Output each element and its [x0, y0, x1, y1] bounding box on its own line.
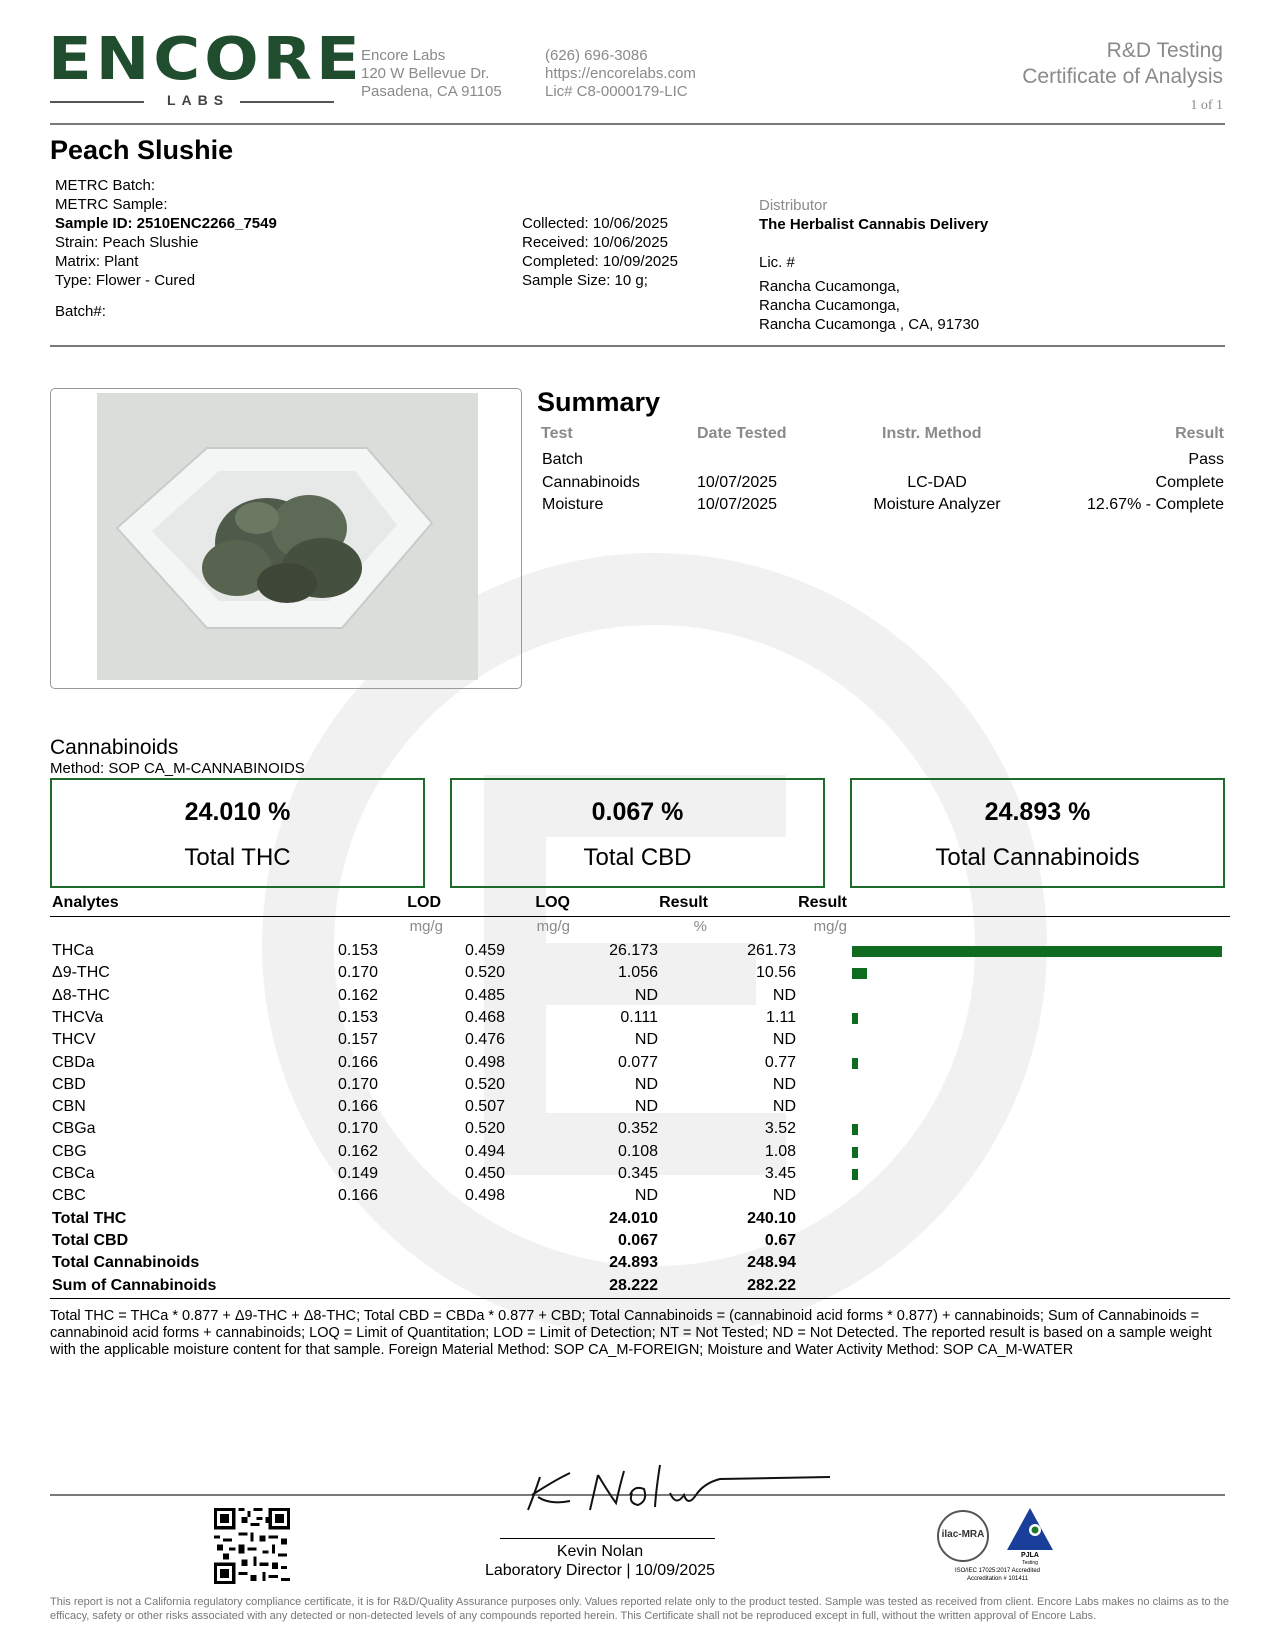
- logo-labs: LABS: [166, 92, 230, 108]
- total-name: Total Cannabinoids: [52, 1254, 200, 1272]
- result-bar: [852, 946, 1222, 957]
- logo-rule-right: [240, 101, 334, 103]
- total-mg: 282.22: [747, 1276, 796, 1294]
- logo-wordmark: ENCORE: [48, 25, 364, 94]
- total-mg: 240.10: [747, 1209, 796, 1227]
- sample-photo: [97, 393, 478, 680]
- result-pct: ND: [634, 1098, 658, 1116]
- total-thc-value: 24.010 %: [184, 798, 291, 826]
- total-cbd-label: Total CBD: [583, 844, 692, 871]
- total-row: [50, 1277, 1230, 1299]
- metrc-batch: METRC Batch:: [55, 177, 156, 194]
- result-mg: ND: [772, 1075, 796, 1093]
- batch-number: Batch#:: [55, 303, 106, 320]
- analyte-name: CBN: [52, 1098, 86, 1116]
- lod-value: 0.170: [337, 1075, 378, 1093]
- document-type: [1022, 38, 1223, 90]
- distributor-label: Distributor: [759, 197, 828, 214]
- total-cannabinoids-value: 24.893 %: [984, 798, 1091, 826]
- received-date: Received: 10/06/2025: [522, 234, 668, 251]
- summary-test: Batch: [542, 451, 583, 468]
- distributor-info: [759, 196, 988, 334]
- total-pct: 28.222: [609, 1276, 658, 1294]
- table-row: [50, 1054, 1230, 1076]
- page-number: 1 of 1: [1190, 98, 1223, 113]
- header-lod: LOD: [407, 894, 441, 911]
- iso-accreditation: ISO/IEC 17025:2017 Accredited: [954, 1568, 1041, 1574]
- ilac-mra-text: ilac-MRA: [941, 1529, 985, 1540]
- result-pct: 0.345: [617, 1165, 658, 1182]
- lod-value: 0.162: [337, 1142, 378, 1160]
- header-loq: LOQ: [535, 894, 570, 911]
- summary-header-method: Instr. Method: [882, 425, 982, 442]
- calculation-footnote: Total THC = THCa * 0.877 + Δ9-THC + Δ8-THC; Total CBD = CBDa * 0.877 + CBD; Total Cannabinoids = (cannabinoid acid forms * 0.877) + cannabinoids; Sum of Cannabinoids = cannabinoid acid forms + cannabinoids; LOQ = Limit of Quantitation; LOD = Limit of Detection; NT = Not Tested; ND = Not Detected. The reported result is based on a sample weight with the applicable moisture content for that sample. Foreign Material Method: SOP CA_M-FOREIGN; Moisture and Water Activity Method: SOP CA_M-WATER: [50, 1308, 1212, 1358]
- table-row: [50, 987, 1230, 1009]
- loq-value: 0.498: [464, 1187, 505, 1205]
- summary-header-result: Result: [1175, 425, 1224, 442]
- analyte-name: CBGa: [52, 1120, 96, 1138]
- result-mg: 3.52: [764, 1120, 796, 1138]
- analyte-name: Δ9-THC: [52, 964, 110, 982]
- analyte-name: Δ8-THC: [52, 986, 110, 1004]
- distributor-name: The Herbalist Cannabis Delivery: [759, 216, 989, 233]
- loq-value: 0.485: [464, 986, 505, 1004]
- analyte-name: CBD: [52, 1075, 86, 1093]
- result-bar: [852, 1147, 858, 1158]
- total-cbd-value: 0.067 %: [591, 798, 684, 826]
- summary-test: Moisture: [542, 496, 604, 513]
- loq-value: 0.450: [464, 1165, 505, 1182]
- header-result-pct: Result: [659, 894, 708, 911]
- total-pct: 24.010: [609, 1209, 658, 1227]
- result-bar: [852, 1058, 858, 1069]
- table-row: [50, 942, 1230, 964]
- distributor-license: Lic. #: [759, 254, 795, 271]
- lod-value: 0.166: [337, 1098, 378, 1116]
- loq-value: 0.476: [464, 1031, 505, 1049]
- result-bar: [852, 968, 867, 979]
- sample-photo-frame: [50, 388, 522, 689]
- result-pct: 26.173: [609, 942, 658, 959]
- qr-code-icon[interactable]: [214, 1508, 290, 1584]
- total-row: [50, 1232, 1230, 1254]
- pjla-subtext: Testing: [1022, 1560, 1038, 1566]
- sample-id: Sample ID: 2510ENC2266_7549: [55, 215, 277, 232]
- sample-dates: [522, 214, 678, 290]
- result-pct: ND: [634, 986, 658, 1004]
- lod-value: 0.162: [337, 986, 378, 1004]
- unit-pct: %: [693, 918, 707, 935]
- lod-value: 0.157: [337, 1031, 378, 1049]
- analyte-name: CBG: [52, 1142, 87, 1160]
- total-pct: 0.067: [617, 1231, 658, 1249]
- result-pct: ND: [634, 1075, 658, 1093]
- lod-value: 0.149: [337, 1165, 378, 1182]
- analyte-name: THCa: [52, 942, 94, 959]
- completed-date: Completed: 10/09/2025: [522, 253, 678, 270]
- table-row: [50, 1098, 1230, 1120]
- table-row: [50, 964, 1230, 986]
- result-pct: 0.111: [620, 1008, 658, 1026]
- lod-value: 0.166: [337, 1053, 378, 1071]
- total-thc-label: Total THC: [184, 844, 291, 871]
- loq-value: 0.494: [464, 1142, 505, 1160]
- unit-lod: mg/g: [409, 918, 443, 935]
- unit-mg: mg/g: [813, 918, 847, 935]
- total-row: [50, 1210, 1230, 1232]
- summary-method: LC-DAD: [907, 474, 967, 491]
- analyte-name: THCVa: [52, 1008, 104, 1026]
- result-mg: 1.08: [764, 1142, 796, 1160]
- loq-value: 0.520: [464, 1075, 505, 1093]
- table-row: [50, 1165, 1230, 1187]
- table-row: [50, 1187, 1230, 1209]
- signer-name: Kevin Nolan: [556, 1543, 644, 1560]
- loq-value: 0.520: [464, 1120, 505, 1138]
- signer-title: Laboratory Director | 10/09/2025: [484, 1562, 716, 1579]
- summary-header-test: Test: [541, 425, 573, 442]
- total-thc-box: [50, 778, 425, 888]
- analyte-name: CBCa: [52, 1165, 95, 1182]
- product-title: Peach Slushie: [50, 135, 234, 165]
- result-mg: 10.56: [755, 964, 796, 982]
- cannabinoids-section-title: Cannabinoids: [50, 736, 179, 759]
- result-mg: 0.77: [764, 1053, 796, 1071]
- result-pct: ND: [634, 1187, 658, 1205]
- total-cannabinoids-label: Total Cannabinoids: [935, 844, 1140, 871]
- table-header-rule: [50, 916, 1230, 917]
- total-cbd-box: [450, 778, 825, 888]
- lab-website[interactable]: https://encorelabs.com: [545, 65, 696, 82]
- pjla-text: PJLA: [1021, 1552, 1039, 1559]
- total-mg: 248.94: [747, 1254, 796, 1272]
- summary-date: 10/07/2025: [697, 474, 778, 491]
- table-bottom-rule: [50, 1298, 1230, 1299]
- table-row: [50, 1143, 1230, 1165]
- sample-photo-image: [97, 393, 478, 680]
- header-divider: [50, 123, 1225, 125]
- result-mg: ND: [772, 1187, 796, 1205]
- sample-details: [55, 176, 277, 321]
- result-bar: [852, 1013, 858, 1024]
- loq-value: 0.498: [464, 1053, 505, 1071]
- sample-size: Sample Size: 10 g;: [522, 272, 648, 289]
- result-mg: 1.11: [766, 1008, 796, 1026]
- result-bar: [852, 1124, 858, 1135]
- total-pct: 24.893: [609, 1254, 658, 1272]
- summary-result: Pass: [1188, 451, 1224, 468]
- total-name: Total THC: [52, 1209, 127, 1227]
- total-name: Total CBD: [52, 1231, 129, 1249]
- lab-name: Encore Labs: [361, 47, 446, 64]
- disclaimer-text: This report is not a California regulatory compliance certificate, it is for R&D/Quality Assurance purposes only. Values reported relate only to the product tested. Sample was tested as received from client. Encore Labs makes no claims as to the efficacy, safety or other risks associated with any detected or non-detected levels of any compounds reported herein. This Certificate shall not be reproduced except in full, without the written approval of Encore Labs.: [50, 1596, 1229, 1622]
- analyte-name: CBC: [52, 1187, 86, 1205]
- pjla-triangle-icon: [1005, 1506, 1055, 1552]
- signature-line: [500, 1538, 715, 1539]
- table-row: [50, 1031, 1230, 1053]
- loq-value: 0.468: [464, 1008, 505, 1026]
- strain: Strain: Peach Slushie: [55, 234, 199, 251]
- distributor-address2: Rancha Cucamonga,: [759, 297, 900, 314]
- lab-address-line1: 120 W Bellevue Dr.: [361, 65, 490, 82]
- doc-type-line2: Certificate of Analysis: [1022, 65, 1223, 88]
- cannabinoids-method: Method: SOP CA_M-CANNABINOIDS: [50, 760, 305, 777]
- result-mg: 3.45: [764, 1165, 796, 1182]
- lab-address-line2: Pasadena, CA 91105: [361, 83, 502, 100]
- unit-loq: mg/g: [536, 918, 570, 935]
- lod-value: 0.170: [337, 1120, 378, 1138]
- lod-value: 0.166: [337, 1187, 378, 1205]
- total-row: [50, 1254, 1230, 1276]
- lab-license: Lic# C8-0000179-LIC: [545, 83, 688, 100]
- lod-value: 0.170: [337, 964, 378, 982]
- result-mg: ND: [772, 1031, 796, 1049]
- matrix: Matrix: Plant: [55, 253, 139, 270]
- summary-header-date: Date Tested: [697, 425, 787, 442]
- lod-value: 0.153: [337, 1008, 378, 1026]
- doc-type-line1: R&D Testing: [1106, 39, 1223, 62]
- analyte-name: CBDa: [52, 1053, 95, 1071]
- distributor-address3: Rancha Cucamonga , CA, 91730: [759, 316, 980, 333]
- result-pct: 0.352: [617, 1120, 658, 1138]
- result-pct: 0.077: [617, 1053, 658, 1071]
- result-pct: 1.056: [617, 964, 658, 982]
- loq-value: 0.520: [464, 964, 505, 982]
- loq-value: 0.507: [464, 1098, 505, 1116]
- total-name: Sum of Cannabinoids: [52, 1276, 217, 1294]
- collected-date: Collected: 10/06/2025: [522, 215, 668, 232]
- sample-divider: [50, 345, 1225, 347]
- table-row: [50, 1076, 1230, 1098]
- logo-rule-left: [50, 101, 144, 103]
- analyte-name: THCV: [52, 1031, 96, 1049]
- header-analytes: Analytes: [52, 894, 119, 911]
- summary-method: Moisture Analyzer: [873, 496, 1001, 513]
- table-row: [50, 1009, 1230, 1031]
- total-cannabinoids-box: [850, 778, 1225, 888]
- distributor-address1: Rancha Cucamonga,: [759, 278, 900, 295]
- table-row: [50, 1120, 1230, 1142]
- summary-result: Complete: [1155, 474, 1224, 491]
- signature-image: [510, 1455, 830, 1525]
- accreditation-badges: [935, 1506, 1060, 1586]
- header-result-mg: Result: [798, 894, 847, 911]
- summary-date: 10/07/2025: [697, 496, 778, 513]
- summary-title: Summary: [537, 387, 661, 417]
- accreditation-number: Accreditation # 101411: [967, 1576, 1028, 1582]
- metrc-sample: METRC Sample:: [55, 196, 168, 213]
- result-pct: ND: [634, 1031, 658, 1049]
- summary-result: 12.67% - Complete: [1087, 496, 1224, 513]
- result-bar: [852, 1169, 858, 1180]
- lab-address: [361, 47, 502, 101]
- lab-contact: [545, 47, 696, 101]
- loq-value: 0.459: [464, 942, 505, 959]
- result-mg: 261.73: [747, 942, 796, 959]
- result-mg: ND: [772, 1098, 796, 1116]
- type: Type: Flower - Cured: [55, 272, 196, 289]
- total-mg: 0.67: [764, 1231, 796, 1249]
- result-pct: 0.108: [617, 1142, 658, 1160]
- lab-phone: (626) 696-3086: [545, 47, 648, 64]
- lod-value: 0.153: [337, 942, 378, 959]
- summary-test: Cannabinoids: [542, 474, 640, 491]
- ilac-mra-logo: [937, 1510, 989, 1562]
- result-mg: ND: [772, 986, 796, 1004]
